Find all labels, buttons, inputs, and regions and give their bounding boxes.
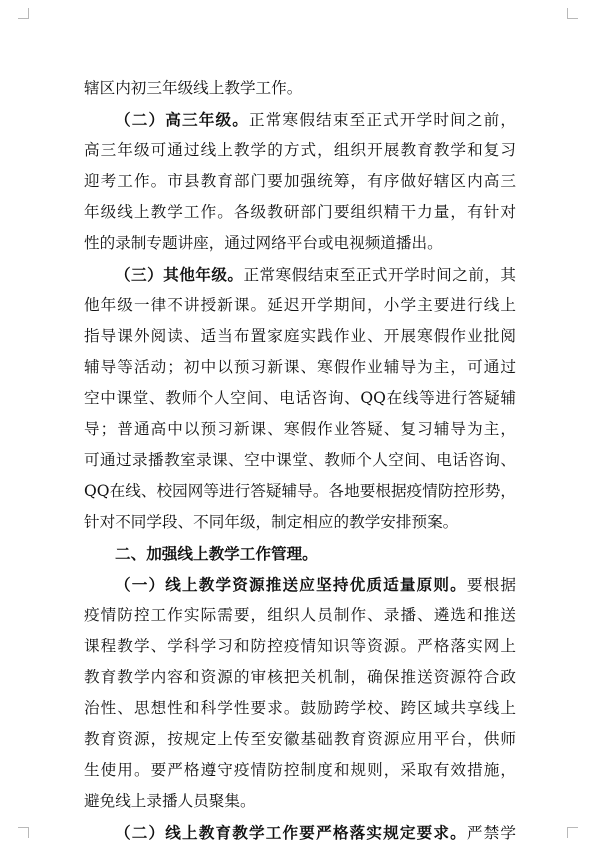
line-text: 可通过录播教室录课、空中课堂、教师个人空间、电话咨询、 [84, 451, 516, 469]
line-text: 空中课堂、教师个人空间、电话咨询、QQ在线等进行答疑辅 [84, 389, 516, 407]
paragraph-line [84, 724, 516, 755]
paragraph-line [84, 166, 516, 197]
line-text: 正常寒假结束至正式开学时间之前， [249, 111, 516, 129]
crop-mark-top-right [567, 8, 578, 19]
line-text: 导；普通高中以预习新课、寒假作业答疑、复习辅导为主， [84, 420, 516, 438]
line-text: 课程教学、学科学习和防控疫情知识等资源。严格落实网上 [84, 637, 516, 655]
paragraph-line [84, 290, 516, 321]
line-text: 治性、思想性和科学性要求。鼓励跨学校、跨区域共享线上 [84, 699, 516, 717]
paragraph-line [84, 662, 516, 693]
section-heading: （三）其他年级。 [115, 265, 244, 284]
line-text: 教育资源，按规定上传至安徽基础教育资源应用平台，供师 [84, 730, 516, 748]
line-text: 疫情防控工作实际需要，组织人员制作、录播、遴选和推送 [84, 606, 516, 624]
paragraph-line [84, 135, 516, 166]
paragraph-line [84, 507, 516, 538]
paragraph-line [84, 104, 516, 135]
section-heading: （二）高三年级。 [115, 110, 250, 129]
section-heading: （一）线上教学资源推送应坚持优质适量原则。 [115, 575, 467, 594]
section-heading: （二）线上教育教学工作要严格落实规定要求。 [115, 823, 467, 842]
line-text: 避免线上录播人员聚集。 [84, 792, 256, 810]
document-body [84, 73, 516, 848]
section-heading: 二、加强线上教学工作管理。 [115, 544, 318, 563]
line-text: 严禁学 [466, 824, 516, 842]
paragraph-line [84, 817, 516, 848]
paragraph-line [84, 352, 516, 383]
paragraph-line [84, 228, 516, 259]
line-text: 辅导等活动；初中以预习新课、寒假作业辅导为主，可通过 [84, 358, 516, 376]
paragraph-line [84, 73, 516, 104]
paragraph-line [84, 259, 516, 290]
paragraph-line [84, 600, 516, 631]
line-text: 要根据 [466, 576, 516, 594]
line-text: 年级线上教学工作。各级教研部门要组织精干力量，有针对 [84, 203, 516, 221]
paragraph-line [84, 321, 516, 352]
paragraph-line [84, 538, 516, 569]
line-text: 辖区内初三年级线上教学工作。 [84, 79, 303, 97]
crop-mark-top-left [18, 8, 29, 19]
line-text: QQ在线、校园网等进行答疑辅导。各地要根据疫情防控形势， [84, 482, 516, 500]
paragraph-line [84, 383, 516, 414]
line-text: 他年级一律不讲授新课。延迟开学期间，小学主要进行线上 [84, 296, 516, 314]
paragraph-line [84, 631, 516, 662]
line-text: 教育教学内容和资源的审核把关机制，确保推送资源符合政 [84, 668, 516, 686]
line-text: 性的录制专题讲座，通过网络平台或电视频道播出。 [84, 234, 443, 252]
paragraph-line [84, 414, 516, 445]
crop-mark-bottom-right [567, 827, 578, 838]
paragraph-line [84, 445, 516, 476]
paragraph-line [84, 197, 516, 228]
paragraph-line [84, 693, 516, 724]
line-text: 指导课外阅读、适当布置家庭实践作业、开展寒假作业批阅 [84, 327, 516, 345]
paragraph-line [84, 569, 516, 600]
paragraph-line [84, 476, 516, 507]
line-text: 生使用。要严格遵守疫情防控制度和规则，采取有效措施， [84, 761, 516, 779]
line-text: 高三年级可通过线上教学的方式，组织开展教育教学和复习 [84, 141, 516, 159]
line-text: 针对不同学段、不同年级，制定相应的教学安排预案。 [84, 513, 459, 531]
crop-mark-bottom-left [18, 827, 29, 838]
line-text: 正常寒假结束至正式开学时间之前，其 [243, 266, 516, 284]
line-text: 迎考工作。市县教育部门要加强统筹，有序做好辖区内高三 [84, 172, 516, 190]
paragraph-line [84, 755, 516, 786]
paragraph-line [84, 786, 516, 817]
